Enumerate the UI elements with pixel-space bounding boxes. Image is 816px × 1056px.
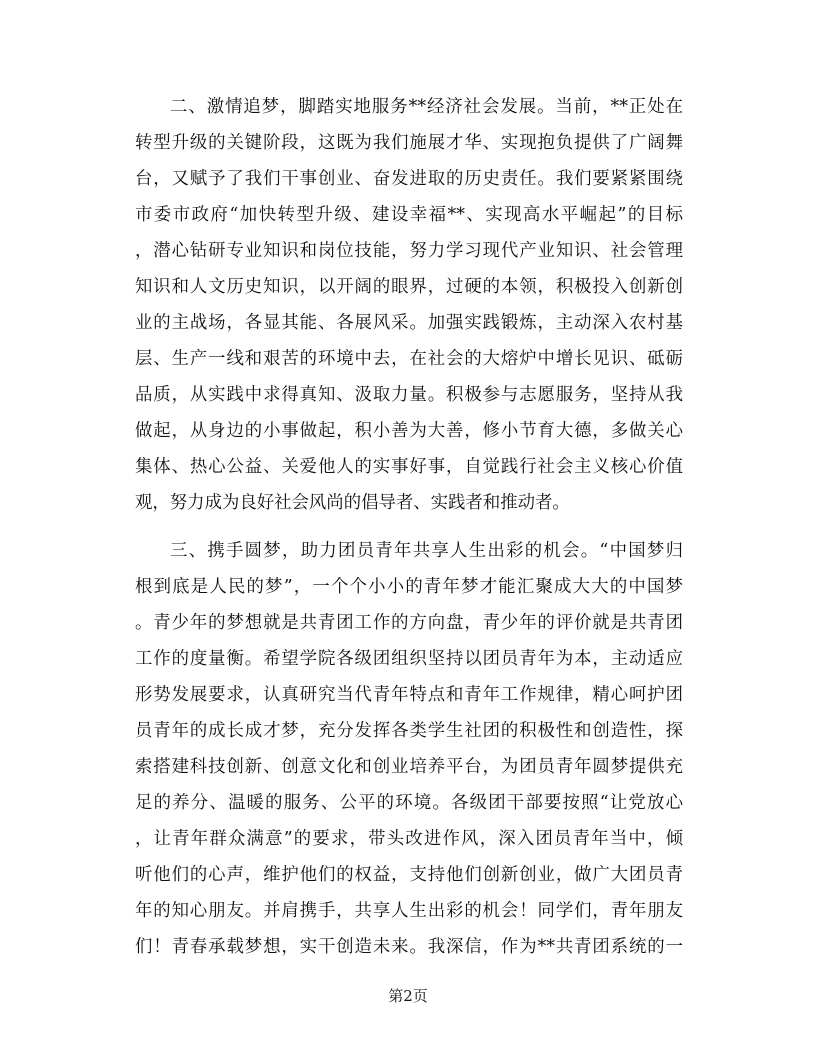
- paragraph-line: 品质，从实践中求得真知、汲取力量。积极参与志愿服务，坚持从我: [135, 385, 683, 405]
- paragraph-line: 转型升级的关键阶段，这既为我们施展才华、实现抱负提供了广阔舞: [135, 133, 683, 153]
- paragraph-line: 观，努力成为良好社会风尚的倡导者、实践者和推动者。: [135, 493, 570, 513]
- paragraph-line: 做起，从身边的小事做起，积小善为大善，修小节育大德，多做关心: [135, 421, 683, 441]
- paragraph-line: 足的养分、温暖的服务、公平的环境。各级团干部要按照“让党放心: [135, 793, 683, 813]
- paragraph-line: ，让青年群众满意”的要求，带头改进作风，深入团员青年当中，倾: [135, 829, 683, 849]
- paragraph-line: 业的主战场，各显其能、各展风采。加强实践锻炼，主动深入农村基: [135, 313, 683, 333]
- paragraph-line: 知识和人文历史知识，以开阔的眼界，过硬的本领，积极投入创新创: [135, 277, 683, 297]
- paragraph-line: 三、携手圆梦，助力团员青年共享人生出彩的机会。“中国梦归: [170, 541, 683, 561]
- paragraph-line: ，潜心钻研专业知识和岗位技能，努力学习现代产业知识、社会管理: [135, 241, 683, 261]
- paragraph-line: 年的知心朋友。并肩携手，共享人生出彩的机会！同学们，青年朋友: [135, 901, 683, 921]
- paragraph-line: 根到底是人民的梦”，一个个小小的青年梦才能汇聚成大大的中国梦: [135, 577, 683, 597]
- paragraph-line: 形势发展要求，认真研究当代青年特点和青年工作规律，精心呵护团: [135, 685, 683, 705]
- paragraph-line: 层、生产一线和艰苦的环境中去，在社会的大熔炉中增长见识、砥砺: [135, 349, 683, 369]
- paragraph-line: 工作的度量衡。希望学院各级团组织坚持以团员青年为本，主动适应: [135, 649, 683, 669]
- paragraph-line: 们！青春承载梦想，实干创造未来。我深信，作为**共青团系统的一: [135, 937, 683, 957]
- page-number: 第2页: [388, 987, 428, 1005]
- paragraph-line: 集体、热心公益、关爱他人的实事好事，自觉践行社会主义核心价值: [135, 457, 683, 477]
- paragraph-line: 市委市政府“加快转型升级、建设幸福**、实现高水平崛起”的目标: [135, 205, 683, 225]
- paragraph-line: 台，又赋予了我们干事创业、奋发进取的历史责任。我们要紧紧围绕: [135, 169, 683, 189]
- paragraph-line: 员青年的成长成才梦，充分发挥各类学生社团的积极性和创造性，探: [135, 721, 683, 741]
- paragraph-line: 索搭建科技创新、创意文化和创业培养平台，为团员青年圆梦提供充: [135, 757, 683, 777]
- paragraph-line: 。青少年的梦想就是共青团工作的方向盘，青少年的评价就是共青团: [135, 613, 683, 633]
- paragraph-line: 听他们的心声，维护他们的权益，支持他们创新创业，做广大团员青: [135, 865, 683, 885]
- paragraph-line: 二、激情追梦，脚踏实地服务**经济社会发展。当前，**正处在: [170, 97, 683, 117]
